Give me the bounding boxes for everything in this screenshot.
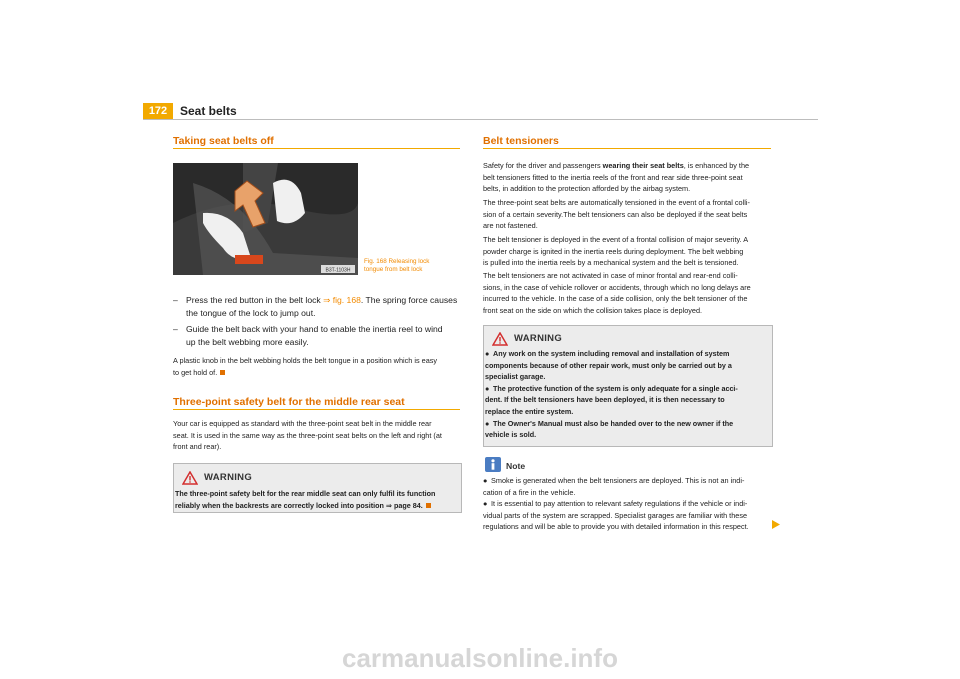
note-title: Note: [506, 461, 526, 471]
tensioner-paragraph-3: [483, 234, 778, 269]
p4-line2: sions, in the case of vehicle rollover or accidents, through which no long delays are: [483, 282, 751, 292]
p3-line1: The belt tensioner is deployed in the event of a frontal collision of major severity. A: [483, 235, 749, 244]
p1-line1-prefix: Safety for the driver and passengers: [483, 161, 603, 170]
plastic-knob-note: [173, 355, 465, 378]
warning-line1: The three-point safety belt for the rear middle seat can only fulfil its function: [175, 489, 436, 498]
note-b2-line1: It is essential to pay attention to relevant safety regulations if the vehicle or indi-: [491, 499, 748, 509]
bullet-icon: ●: [485, 383, 490, 393]
step-dash: –: [173, 324, 178, 334]
warning-text: [175, 488, 459, 511]
step2-line1: Guide the belt back with your hand to enable the inertia reel to wind: [186, 324, 443, 334]
warning-b3-line1: The Owner's Manual must also be handed over to the new owner if the: [493, 418, 734, 428]
warning-title: WARNING: [204, 472, 253, 483]
p1-bold-text: wearing their seat belts: [602, 161, 684, 170]
step-dash: –: [173, 295, 178, 305]
chapter-title: Seat belts: [180, 104, 237, 118]
middle-seat-line1: Your car is equipped as standard with the three-point seat belt in the middle rear: [173, 419, 432, 428]
note-line1: A plastic knob in the belt webbing holds the belt tongue in a position which is easy: [173, 356, 438, 365]
warning-box-tensioners: [483, 325, 773, 447]
arrow-right-icon: ⇒: [385, 500, 392, 510]
middle-seat-line2: seat. It is used in the same way as the three-point seat belts on the left and right (at: [173, 430, 442, 440]
warning-b2-line2: dent. If the belt tensioners have been deployed, it is then necessary to: [485, 395, 725, 405]
p2-line2: sion of a certain severity.The belt tensioners can also be deployed if the seat belts: [483, 209, 748, 219]
p3-line2: powder charge is ignited in the inertia reels during deployment. The belt webbing: [483, 246, 744, 256]
step1-text: Press the red button in the belt lock: [186, 295, 321, 305]
section-underline: [173, 148, 460, 149]
middle-seat-line3: front and rear).: [173, 442, 222, 452]
section-underline: [483, 148, 771, 149]
figure-caption-line2: tongue from belt lock: [364, 266, 423, 273]
note-text: [483, 475, 778, 533]
step-guide-belt: [173, 323, 465, 349]
continue-arrow-icon: [772, 520, 780, 529]
figure-caption: [364, 258, 429, 274]
warning-b1-line3: specialist garage.: [485, 372, 546, 382]
p2-line3: are not fastened.: [483, 221, 538, 231]
step1-suffix: . The spring force causes: [360, 295, 458, 305]
warning-text: [485, 348, 769, 441]
section-end-marker: [426, 503, 431, 508]
warning-triangle-icon: [182, 471, 198, 485]
note-line2: to get hold of.: [173, 367, 218, 377]
section-title-middle-seat: Three-point safety belt for the middle rear seat: [173, 396, 405, 408]
p4-line3: incurred to the vehicle. In the case of a side collision, only the belt tensioner of the: [483, 294, 748, 304]
warning-box-middle-seat: [173, 463, 462, 513]
bullet-icon: ●: [483, 476, 488, 485]
warning-title: WARNING: [514, 333, 563, 344]
tensioner-paragraph-1: [483, 160, 778, 195]
header-rule: [143, 119, 818, 120]
note-b2-line2: vidual parts of the system are scrapped. Specialist garages are familiar with these: [483, 510, 748, 520]
note-b1-line2: cation of a fire in the vehicle.: [483, 487, 576, 497]
step1-line2: the tongue of the lock to jump out.: [186, 308, 316, 318]
fig-168-link-text: fig. 168: [332, 295, 361, 305]
seat-belt-illustration: [173, 163, 358, 275]
arrow-right-icon: ⇒: [323, 295, 331, 305]
warning-b3-line2: vehicle is sold.: [485, 430, 537, 440]
p4-line4: front seat on the side on which the collision takes place is deployed.: [483, 305, 703, 315]
section-title-taking-off: Taking seat belts off: [173, 135, 274, 147]
page-84-link-text: page 84.: [393, 500, 423, 510]
bullet-icon: ●: [485, 418, 490, 428]
p2-line1: The three-point seat belts are automatically tensioned in the event of a frontal colli-: [483, 198, 750, 207]
p1-line1-suffix: , is enhanced by the: [683, 161, 750, 170]
figure-code: B3T-1103H: [325, 267, 351, 274]
fig-168-link[interactable]: [323, 295, 361, 305]
p1-line2: belt tensioners fitted to the inertia reels of the front and rear side three-point seat: [483, 172, 743, 182]
watermark: carmanualsonline.info: [342, 643, 618, 673]
warning-triangle-icon: [492, 332, 508, 346]
p3-line3: is pulled into the inertia reels by a mechanical system and the belt is tensioned.: [483, 258, 739, 268]
info-icon: [485, 457, 501, 472]
figure-releasing-lock-tongue: [173, 163, 358, 275]
step2-line2: up the belt webbing more easily.: [186, 337, 309, 347]
note-b1-line1: Smoke is generated when the belt tensioners are deployed. This is not an indi-: [491, 476, 745, 485]
p1-line3: belts, in addition to the protection afforded by the airbag system.: [483, 184, 691, 194]
warning-line2: reliably when the backrests are correctly locked into position: [175, 500, 384, 510]
section-underline: [173, 409, 460, 410]
page-number: 172: [143, 103, 173, 120]
warning-b1-line2: components because of other repair work, must only be carried out by a: [485, 360, 732, 370]
p4-line1: The belt tensioners are not activated in case of minor frontal and rear-end colli-: [483, 271, 738, 280]
tensioner-paragraph-4: [483, 270, 778, 316]
bullet-icon: ●: [485, 349, 490, 358]
note-b2-line3: regulations and will be able to provide you with detailed information in this respect.: [483, 522, 749, 532]
middle-seat-paragraph: [173, 418, 465, 453]
tensioner-paragraph-2: [483, 197, 778, 232]
section-title-belt-tensioners: Belt tensioners: [483, 135, 559, 147]
figure-caption-line1: Fig. 168 Releasing lock: [364, 258, 430, 265]
bullet-icon: ●: [483, 499, 488, 509]
step-press-button: [173, 294, 465, 320]
warning-b2-line1: The protective function of the system is only adequate for a single acci-: [493, 383, 738, 393]
section-end-marker: [220, 370, 225, 375]
page-84-link[interactable]: [386, 501, 423, 510]
warning-b2-line3: replace the entire system.: [485, 406, 574, 416]
warning-b1-line1: Any work on the system including removal and installation of system: [493, 349, 730, 358]
